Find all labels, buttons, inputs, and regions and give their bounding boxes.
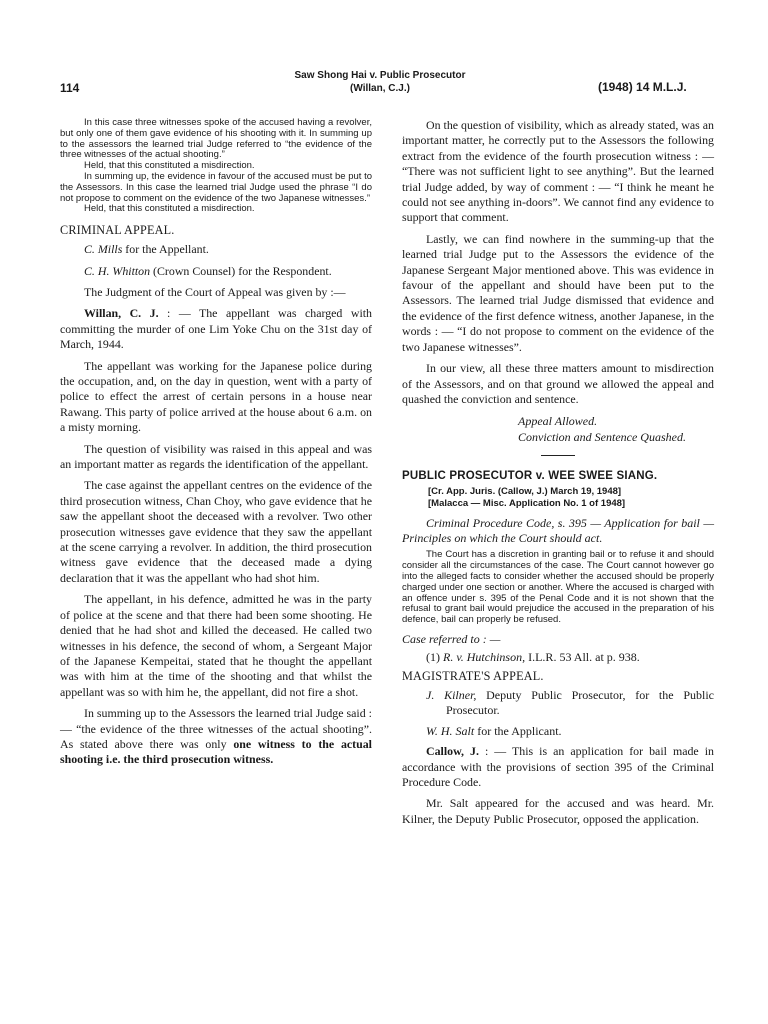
counsel-appellant [60,242,372,257]
reference-case-name: R. v. Hutchinson, [443,649,526,664]
counsel-name: C. Mills [84,242,123,257]
right-column [402,118,714,833]
paragraph-text: : — The appellant was charged with committing the murder of one Lim Yoke Chu on the 31st day of March, 1944. [60,306,372,352]
page-number: 114 [60,81,80,95]
case-referred-heading: Case referred to : — [402,631,501,646]
magistrates-appeal-heading: MAGISTRATE'S APPEAL. [402,668,544,683]
reference-number: (1) [426,649,443,664]
paragraph-text: In summing up to the Assessors the learned trial Judge said : — “the evidence of the three witnesses of the actual shooting”. As stated above there was only [60,706,372,751]
counsel-role: for the Applicant. [474,723,562,738]
catchwords: Criminal Procedure Code, s. 395 — Application for bail — Principles on which the Court should act. [402,516,714,546]
judgment-intro: The Judgment of the Court of Appeal was given by :— [84,284,346,299]
reference-report: I.L.R. 53 All. at p. 938. [525,649,640,664]
case-reference [402,650,714,665]
judgment-paragraph [60,706,372,768]
headnote-paragraph: In summing up, the evidence in favour of the accused must be put to the Assessors. In this case the learned trial Judge used the phrase “I do not propose to comment on the evidence of the two Japanese witnesses.” [60,170,372,204]
counsel-name: J. Kilner, [426,687,477,702]
criminal-appeal-heading: CRIMINAL APPEAL. [60,223,175,238]
judgment-paragraph: Lastly, we can find nowhere in the summing-up that the learned trial Judge put to the Assessors the evidence of the Japanese Sergeant Major mentioned above. This was evidence in favour of the appellant and should have been put to the Assessors. The learned trial Judge dismissed that evidence and the evidence of the first defence witness, another Japanese, in the words : — “I do not propose to comment on the evidence of the two Japanese witnesses”. [402,231,714,354]
held-statement: Held, that this constituted a misdirection. [84,160,255,172]
paragraph-text-bold: one witness to the actual shooting i.e. the third prosecution witness. [60,736,372,767]
judgment-paragraph: In our view, all these three matters amount to misdirection of the Assessors, and on that ground we allowed the appeal and quashed the conviction and sentence. [402,361,714,406]
headnote-paragraph: The Court has a discretion in granting bail or to refuse it and should consider all the circumstances of the case. The Court cannot however go into the alleged facts to consider whether the accused should be properly charged under one section or another. Where the accused is charged with an offence under s. 395 of the Penal Code and it is not shown that the refusal to grant bail would prejudice the accused in the preparation of his defence, bail can properly be refused. [402,549,714,626]
running-title-judge: (Willan, C.J.) [350,83,410,94]
counsel-applicant [402,724,714,739]
held-statement: Held, that this constituted a misdirection. [84,203,255,215]
judgment-paragraph: The case against the appellant centres on the evidence of the third prosecution witness, Chan Choy, who gave evidence that he saw the appellant shoot the deceased with a revolver. Two other prosecution witnesses gave evidence that they saw the appellant at the scene carrying a revolver. In addition, the third prosecution witness gave evidence that the deceased made a dying declaration that it was the appellant who had shot him. [60,478,372,585]
case-citation: [Malacca — Misc. Application No. 1 of 1948] [428,498,626,510]
judgment-paragraph [402,744,714,790]
case-title: PUBLIC PROSECUTOR v. WEE SWEE SIANG. [402,470,658,483]
judgment-paragraph: The appellant was working for the Japanese police during the occupation, and, on the day in question, went with a party of police to effect the arrest of certain persons in a house near Rawang. This party of police arrived at the house about 6 a.m. on a misty morning. [60,358,372,435]
counsel-role: (Crown Counsel) for the Respondent. [150,263,332,278]
counsel-role: Deputy Public Prosecutor, for the Public Prosecutor. [446,687,714,718]
judgment-paragraph: The appellant, in his defence, admitted he was in the party of police at the scene and that there had been some shooting. He denied that he had shot and killed the deceased. He called two witnesses in his defence, the second of whom, a Sergeant Major of the Japanese Kempeitai, stated that he thought the appellant was with him at the time of the shooting and that whilst the appellant was so with him he, the appellant, did not fire a shot. [60,592,372,699]
counsel-respondent [60,264,372,279]
result-sentence-quashed: Conviction and Sentence Quashed. [518,430,686,445]
judge-name: Callow, J. [426,744,479,759]
report-citation: (1948) 14 M.L.J. [598,80,687,94]
left-column [60,118,372,774]
counsel-name: W. H. Salt [426,723,475,738]
judge-name: Willan, C. J. [84,306,159,321]
section-divider [541,455,575,456]
judgment-paragraph: The question of visibility was raised in this appeal and was an important matter as regards the identification of the appellant. [60,441,372,472]
running-title-case: Saw Shong Hai v. Public Prosecutor [294,70,466,81]
running-title [230,69,530,95]
judgment-paragraph: Mr. Salt appeared for the accused and was heard. Mr. Kilner, the Deputy Public Prosecutor, opposed the application. [402,796,714,826]
counsel-prosecutor [402,688,714,719]
result-appeal-allowed: Appeal Allowed. [518,414,598,429]
headnote-paragraph: In this case three witnesses spoke of the accused having a revolver, but only one of them gave evidence of his shooting with it. In summing up to the assessors the learned trial Judge referred to “the evidence of the three witnesses of the actual shooting.” [60,117,372,161]
paragraph-text: : — This is an application for bail made in accordance with the provisions of section 395 of the Criminal Procedure Code. [402,744,714,789]
judgment-paragraph [60,306,372,352]
counsel-role: for the Appellant. [122,242,209,257]
case-citation: [Cr. App. Juris. (Callow, J.) March 19, 1948] [428,486,622,498]
counsel-name: C. H. Whitton [84,263,151,278]
judgment-paragraph: On the question of visibility, which as already stated, was an important matter, he correctly put to the Assessors the following extract from the evidence of the fourth prosecution witness : — “There was not sufficient light to see anything”. But the learned trial Judge added, by way of comment : — “I think he meant he could not see anything in-doors”. We cannot find any evidence to support that comment. [402,118,714,225]
